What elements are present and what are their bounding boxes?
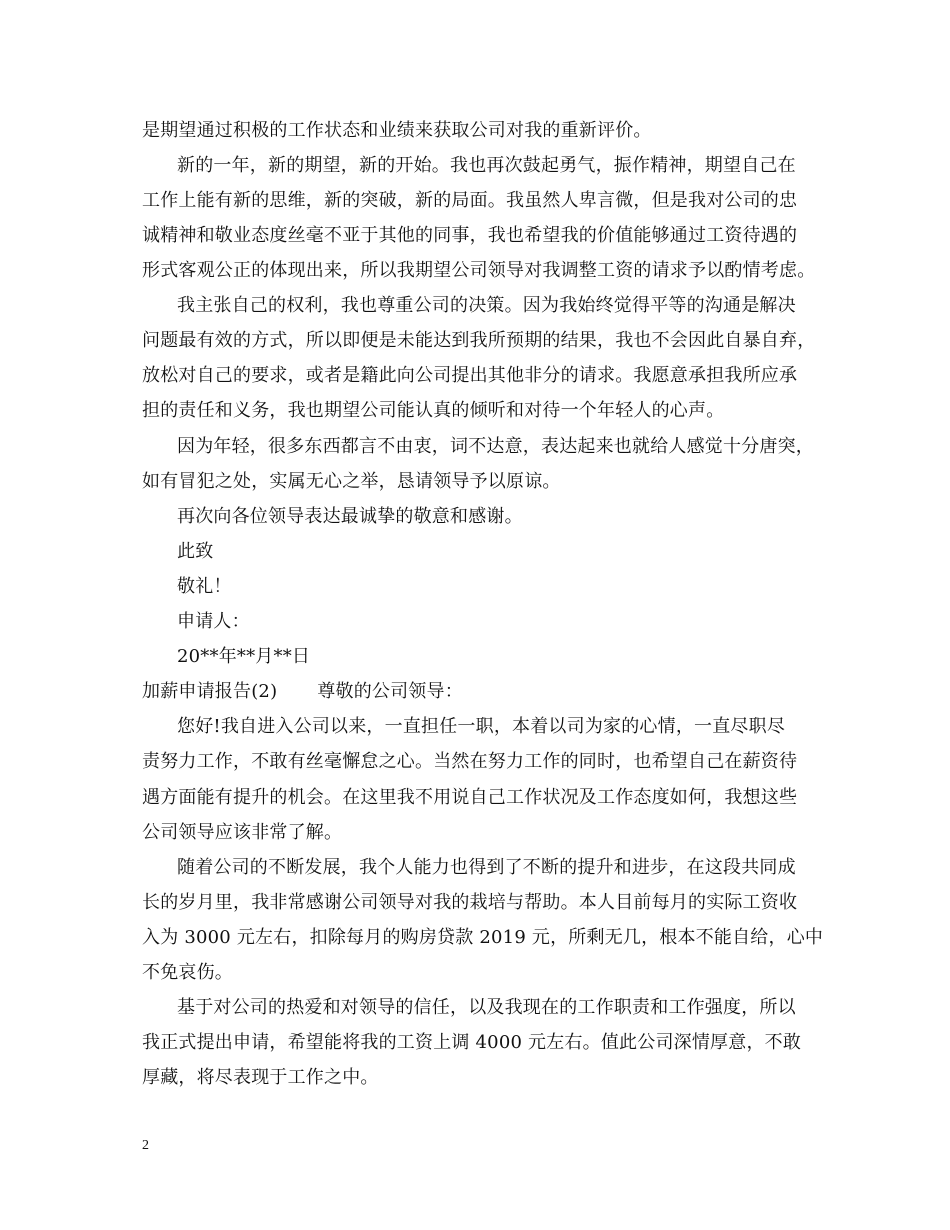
section-title: 加薪申请报告(2)	[142, 681, 278, 702]
paragraph-line: 我正式提出申请，希望能将我的工资上调 4000 元左右。值此公司深情厚意，不敢	[142, 1032, 802, 1053]
paragraph-line: 我主张自己的权利，我也尊重公司的决策。因为我始终觉得平等的沟通是解决	[177, 295, 796, 316]
paragraph-line: 因为年轻，很多东西都言不由衷，词不达意，表达起来也就给人感觉十分唐突，	[177, 436, 814, 457]
section-heading-line	[142, 680, 463, 704]
closing-salutation: 此致	[177, 541, 214, 562]
applicant-label: 申请人：	[177, 611, 250, 632]
salutation: 尊敬的公司领导：	[317, 681, 463, 702]
paragraph-line: 再次向各位领导表达最诚挚的敬意和感谢。	[177, 506, 523, 527]
paragraph-line: 厚藏，将尽表现于工作之中。	[142, 1067, 379, 1088]
closing-respect: 敬礼！	[177, 576, 232, 597]
paragraph-line: 新的一年，新的期望，新的开始。我也再次鼓起勇气，振作精神，期望自己在	[177, 155, 796, 176]
paragraph-line: 诚精神和敬业态度丝毫不亚于其他的同事，我也希望我的价值能够通过工资待遇的	[142, 225, 798, 246]
paragraph-line: 基于对公司的热爱和对领导的信任，以及我现在的工作职责和工作强度，所以	[177, 997, 796, 1018]
paragraph-line: 不免哀伤。	[142, 962, 233, 983]
paragraph-line: 问题最有效的方式，所以即便是未能达到我所预期的结果，我也不会因此自暴自弃，	[142, 330, 816, 351]
paragraph-line: 长的岁月里，我非常感谢公司领导对我的栽培与帮助。本人目前每月的实际工资收	[142, 892, 798, 913]
paragraph-line: 工作上能有新的思维，新的突破，新的局面。我虽然人卑言微，但是我对公司的忠	[142, 190, 798, 211]
page-number: 2	[142, 1138, 149, 1153]
paragraph-line: 放松对自己的要求，或者是籍此向公司提出其他非分的请求。我愿意承担我所应承	[142, 365, 798, 386]
paragraph-line: 公司领导应该非常了解。	[142, 822, 343, 843]
paragraph-line: 您好!我自进入公司以来，一直担任一职，本着以司为家的心情，一直尽职尽	[177, 716, 786, 737]
paragraph-line: 是期望通过积极的工作状态和业绩来获取公司对我的重新评价。	[142, 120, 652, 141]
paragraph-line: 遇方面能有提升的机会。在这里我不用说自己工作状况及工作态度如何，我想这些	[142, 787, 798, 808]
paragraph-line: 形式客观公正的体现出来，所以我期望公司领导对我调整工资的请求予以酌情考虑。	[142, 260, 816, 281]
date-line: 20**年**月**日	[177, 646, 311, 667]
paragraph-line: 担的责任和义务，我也期望公司能认真的倾听和对待一个年轻人的心声。	[142, 400, 725, 421]
paragraph-line: 随着公司的不断发展，我个人能力也得到了不断的提升和进步，在这段共同成	[177, 857, 796, 878]
paragraph-line: 入为 3000 元左右，扣除每月的购房贷款 2019 元，所剩无几，根本不能自给，心中	[142, 927, 824, 948]
paragraph-line: 如有冒犯之处，实属无心之举，恳请领导予以原谅。	[142, 471, 561, 492]
paragraph-line: 责努力工作，不敢有丝毫懈怠之心。当然在努力工作的同时，也希望自己在薪资待	[142, 751, 798, 772]
